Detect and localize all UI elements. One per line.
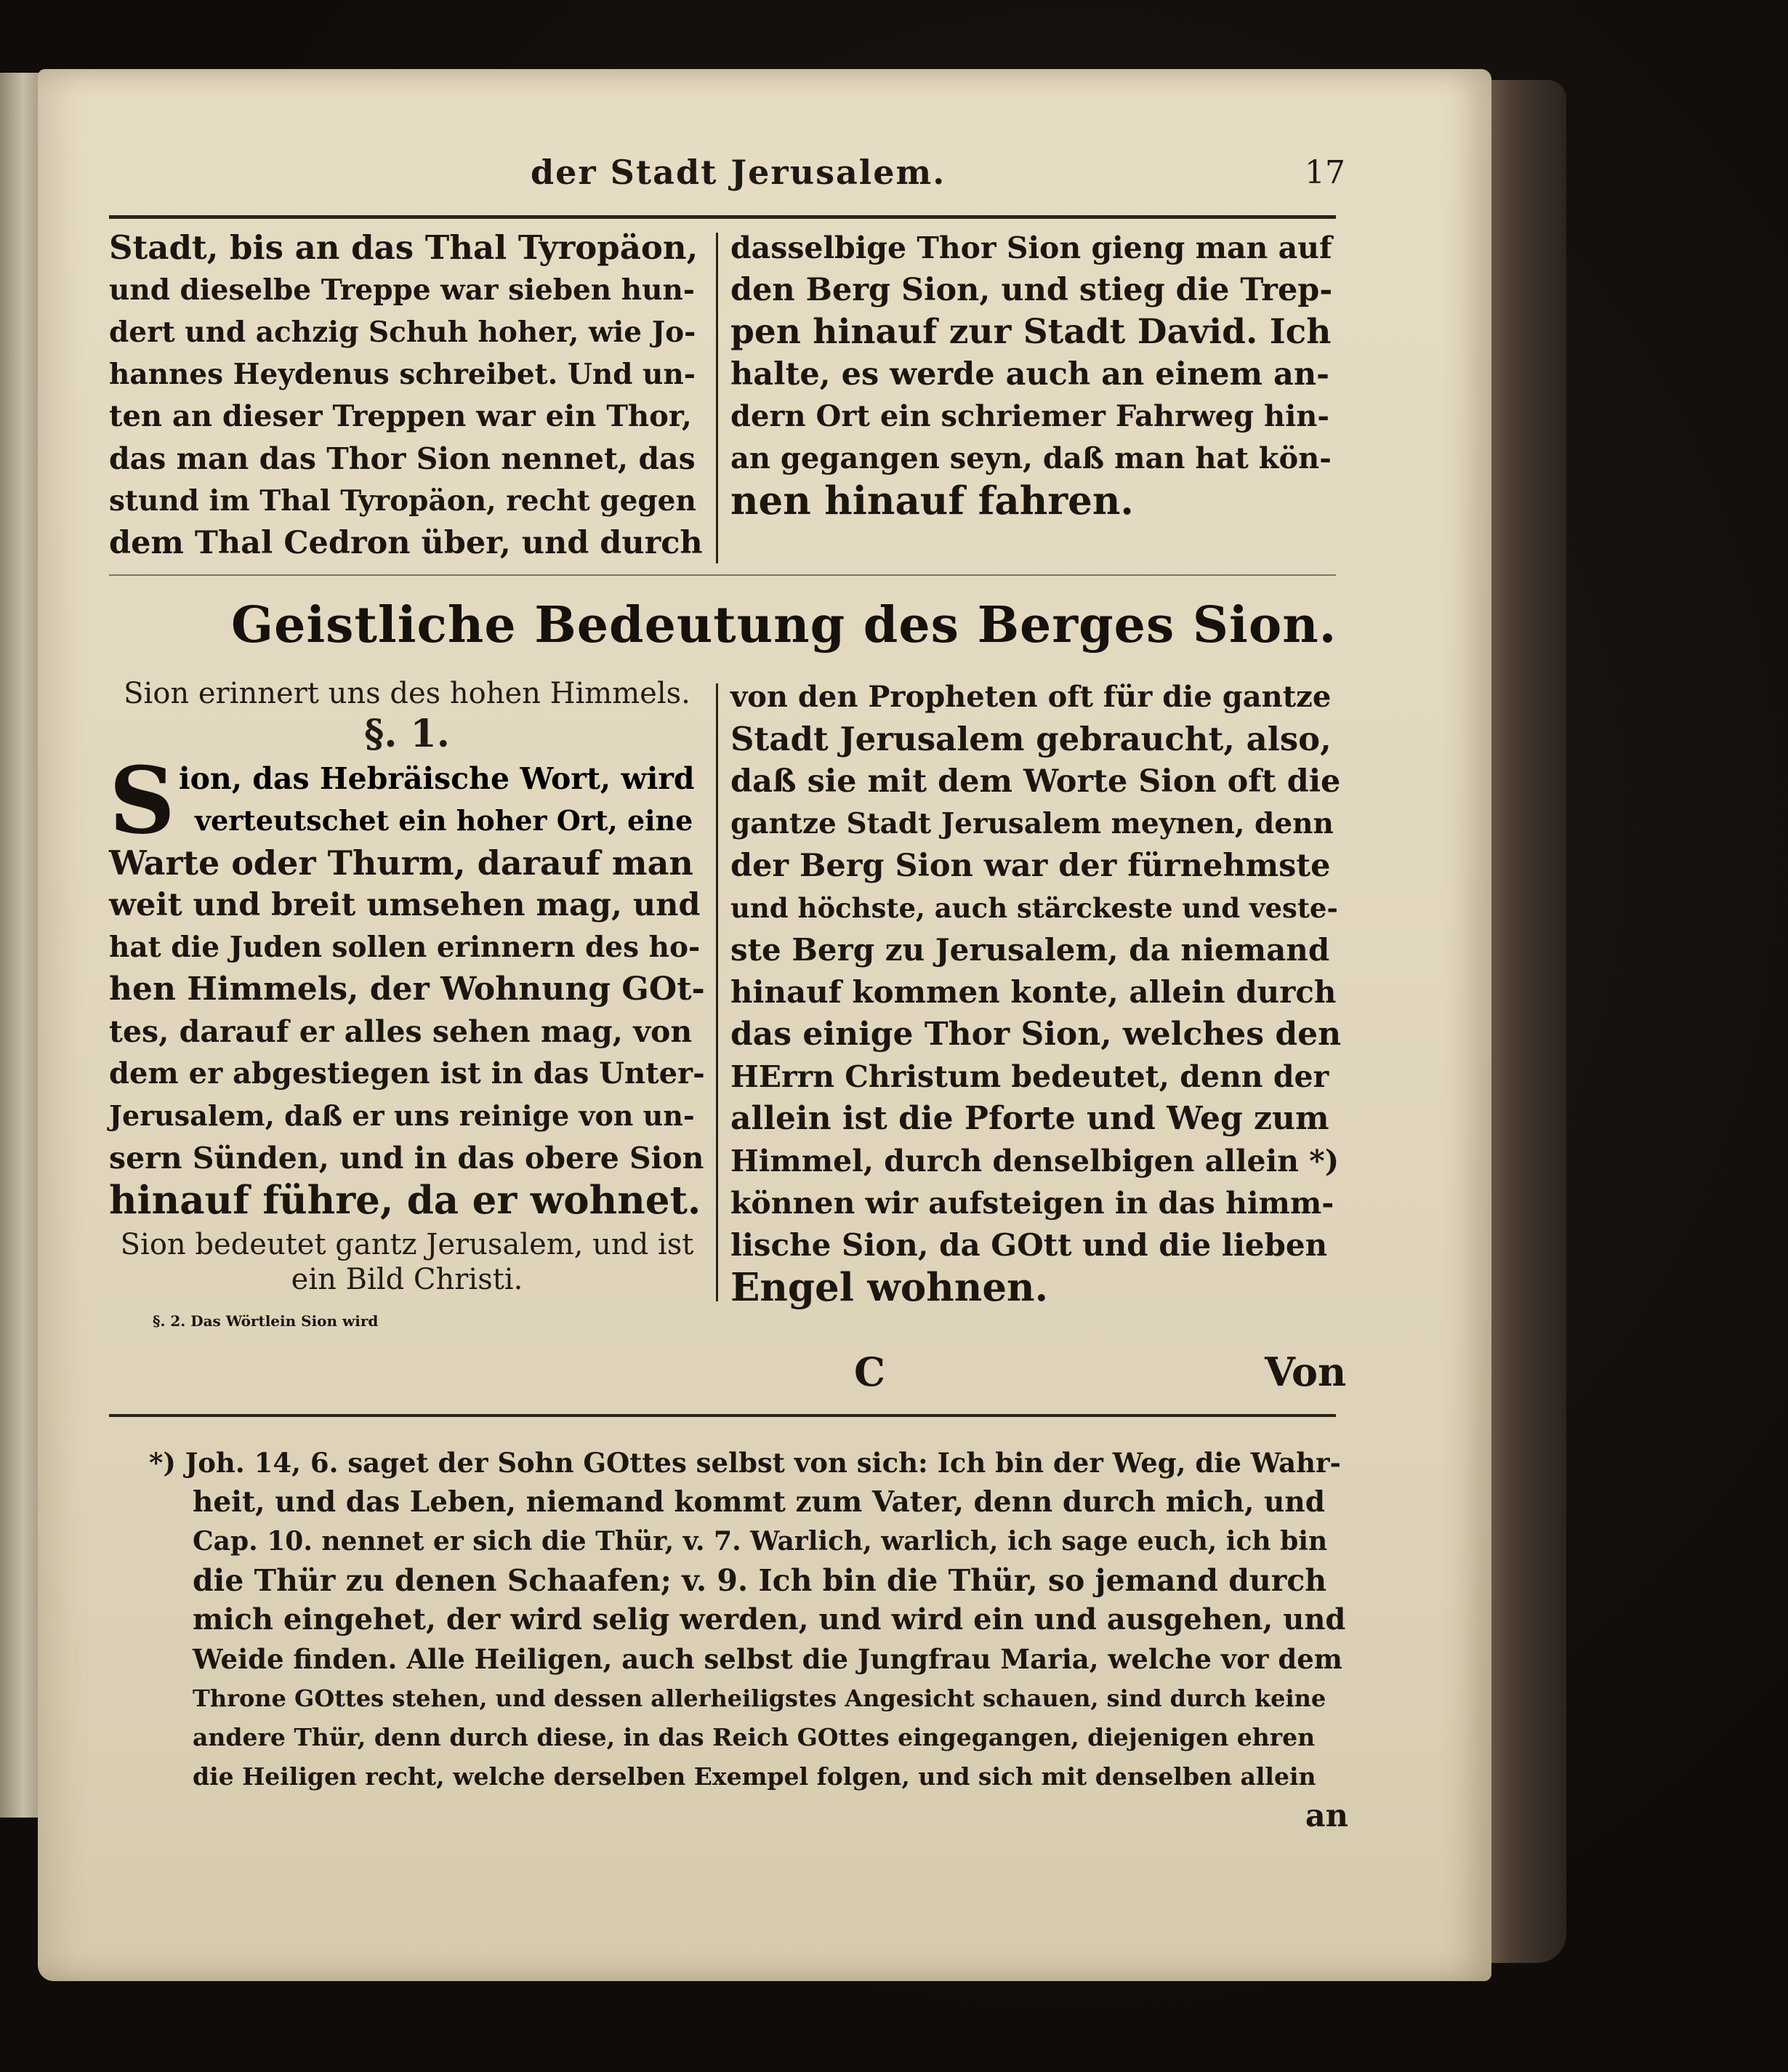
text-line: allein ist die Pforte und Weg zum — [730, 1100, 1329, 1137]
text-line: Stadt, bis an das Thal Tyropäon, — [109, 228, 698, 267]
text-line: und dieselbe Treppe war sieben hun- — [109, 273, 695, 307]
footnote-line: Weide finden. Alle Heiligen, auch selbst die Jungfrau Maria, welche vor dem — [193, 1643, 1342, 1675]
text-line: Himmel, durch denselbigen allein *) — [730, 1144, 1340, 1178]
top-right-column — [730, 227, 1341, 522]
section-heading: Geistliche Bedeutung des Berges Sion. — [231, 596, 1337, 654]
text-line: dem er abgestiegen ist in das Unter- — [109, 1056, 705, 1091]
text-line: dert und achzig Schuh hoher, wie Jo- — [109, 316, 696, 349]
footnote-line: mich eingehet, der wird selig werden, und wird ein und ausgehen, und — [193, 1602, 1346, 1637]
text-line: verteutschet ein hoher Ort, eine — [195, 804, 693, 837]
text-line: hinauf führe, da er wohnet. — [109, 1178, 701, 1223]
marginal-note: Sion bedeutet gantz Jerusalem, und ist — [120, 1228, 694, 1261]
marginal-note: ein Bild Christi. — [291, 1263, 523, 1296]
lower-right-column — [730, 676, 1341, 1309]
book-fore-edge — [1486, 80, 1566, 1963]
catchword: Von — [1265, 1349, 1347, 1395]
text-line: hen Himmels, der Wohnung GOt- — [109, 971, 705, 1008]
footnote-line: heit, und das Leben, niemand kommt zum Vater, denn durch mich, und — [193, 1485, 1326, 1519]
marginal-note: Sion erinnert uns des hohen Himmels. — [124, 677, 690, 710]
header-rule — [109, 215, 1336, 219]
footnote-line: andere Thür, denn durch diese, in das Reich GOttes eingegangen, diejenigen ehren — [193, 1723, 1316, 1751]
text-line: lische Sion, da GOtt und die lieben — [730, 1227, 1328, 1263]
text-line: ten an dieser Treppen war ein Thor, — [109, 399, 692, 433]
text-line: den Berg Sion, und stieg die Trep- — [730, 272, 1333, 308]
text-line: hinauf kommen konte, allein durch — [730, 974, 1337, 1010]
text-line: nen hinauf fahren. — [730, 478, 1134, 523]
footnote-line: die Heiligen recht, welche derselben Exempel folgen, und sich mit denselben allein — [193, 1762, 1316, 1791]
text-line: stund im Thal Tyropäon, recht gegen — [109, 484, 696, 518]
page-number: 17 — [1305, 154, 1345, 191]
column-divider-top — [716, 233, 718, 563]
top-left-column — [109, 227, 705, 564]
signature-mark: C — [854, 1349, 885, 1395]
lower-left-column — [109, 676, 705, 1342]
drop-cap: S — [109, 747, 175, 854]
footnote-line: die Thür zu denen Schaafen; v. 9. Ich bin die Thür, so jemand durch — [193, 1563, 1327, 1598]
text-line: dem Thal Cedron über, und durch — [109, 525, 703, 561]
text-line: von den Propheten oft für die gantze — [730, 680, 1332, 714]
text-line: hannes Heydenus schreibet. Und un- — [109, 358, 696, 391]
text-line: und höchste, auch stärckeste und veste- — [730, 892, 1338, 924]
text-line: hat die Juden sollen erinnern des ho- — [109, 931, 701, 964]
section-rule — [109, 574, 1336, 576]
text-line: das man das Thor Sion nennet, das — [109, 441, 696, 476]
footnote-line: *) Joh. 14, 6. saget der Sohn GOttes selbst von sich: Ich bin der Weg, die Wahr- — [149, 1447, 1341, 1479]
text-line: dasselbige Thor Sion gieng man auf — [730, 230, 1332, 265]
text-line: HErrn Christum bedeutet, denn der — [730, 1059, 1329, 1094]
text-line: ste Berg zu Jerusalem, da niemand — [730, 932, 1330, 968]
text-line: Jerusalem, daß er uns reinige von un- — [109, 1099, 695, 1132]
text-line: tes, darauf er alles sehen mag, von — [109, 1014, 693, 1049]
text-line: dern Ort ein schriemer Fahrweg hin- — [730, 399, 1329, 433]
text-line: an gegangen seyn, daß man hat kön- — [730, 441, 1332, 475]
paragraph-mark: §. 1. — [364, 712, 450, 756]
footnote-line: Throne GOttes stehen, und dessen allerheiligstes Angesicht schauen, sind durch keine — [193, 1684, 1326, 1712]
text-line: das einige Thor Sion, welches den — [730, 1016, 1342, 1053]
text-line: ion, das Hebräische Wort, wird — [179, 761, 695, 796]
text-line: pen hinauf zur Stadt David. Ich — [730, 312, 1332, 352]
text-line: weit und breit umsehen mag, und — [109, 887, 701, 923]
text-line: sern Sünden, und in das obere Sion — [109, 1141, 704, 1176]
drop-cap-block — [109, 747, 705, 854]
footnote-rule — [109, 1414, 1336, 1417]
text-line: Engel wohnen. — [730, 1265, 1049, 1310]
text-line: Warte oder Thurm, darauf man — [109, 843, 693, 883]
footnote-catchword: an — [1305, 1798, 1348, 1834]
footnote — [149, 1443, 1348, 1836]
text-line: können wir aufsteigen in das himm- — [730, 1186, 1334, 1221]
footnote-line: Cap. 10. nennet er sich die Thür, v. 7. Warlich, warlich, ich sage euch, ich bin — [193, 1526, 1328, 1557]
running-head: der Stadt Jerusalem. — [531, 153, 946, 192]
text-line: halte, es werde auch an einem an- — [730, 356, 1329, 393]
text-line: Stadt Jerusalem gebraucht, also, — [730, 720, 1332, 758]
text-line: §. 2. Das Wörtlein Sion wird — [153, 1312, 379, 1330]
text-line: daß sie mit dem Worte Sion oft die — [730, 763, 1341, 800]
text-line: gantze Stadt Jerusalem meynen, denn — [730, 807, 1334, 840]
column-divider-bottom — [716, 683, 718, 1301]
text-line: der Berg Sion war der fürnehmste — [730, 848, 1331, 884]
